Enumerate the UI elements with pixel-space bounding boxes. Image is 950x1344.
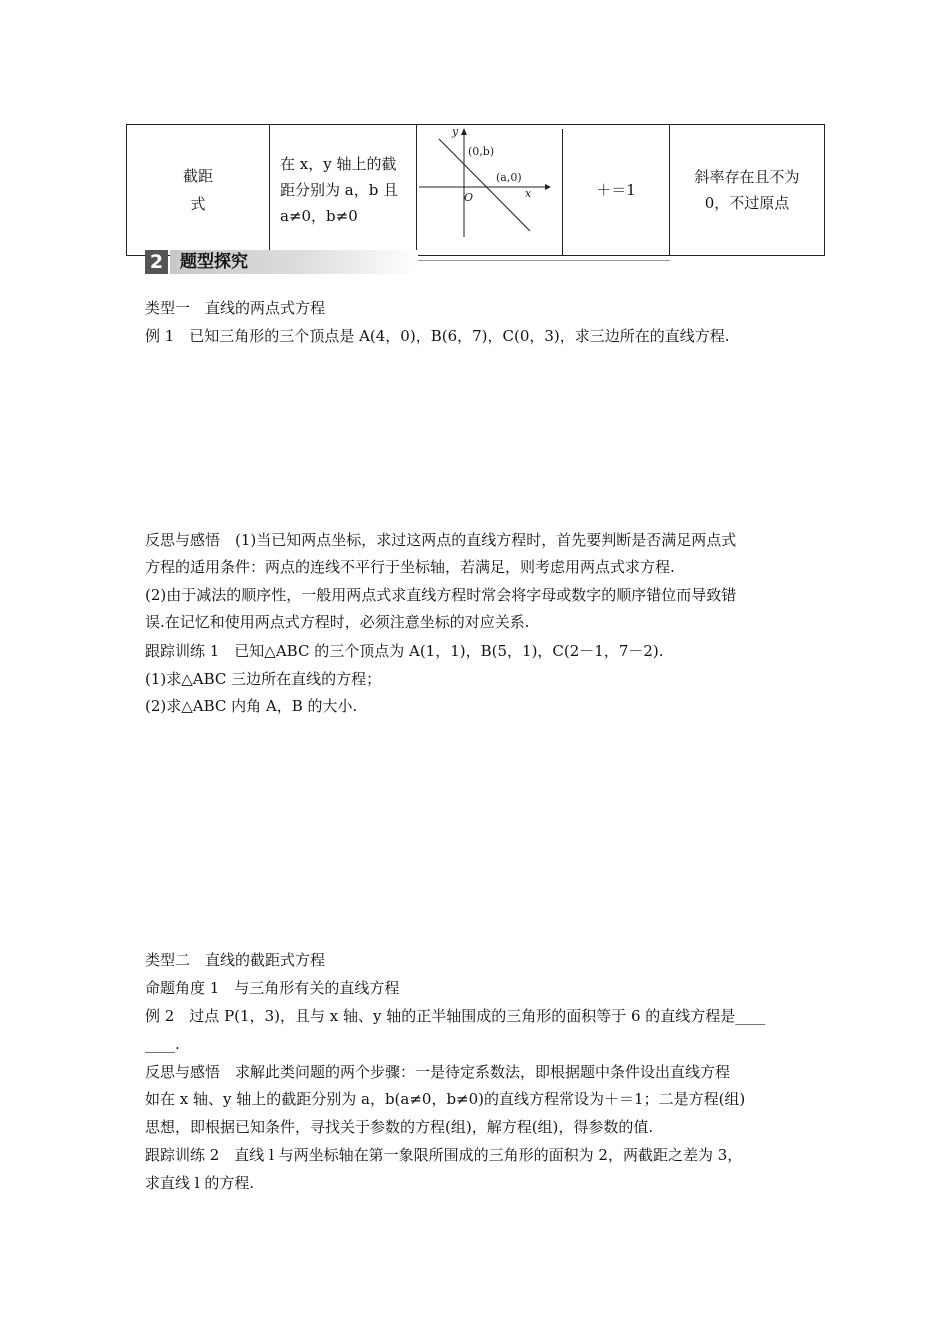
reflection-2-line-3: 思想，即根据已知条件，寻找关于参数的方程(组)，解方程(组)，得参数的值. (145, 1118, 654, 1136)
intercept-graph (417, 125, 563, 247)
reflection-2-line-2: 如在 x 轴、y 轴上的截距分别为 a，b(a≠0，b≠0)的直线方程常设为＋＝1；二是方程(组) (145, 1090, 746, 1108)
practice-1: 跟踪训练 1 已知△ABC 的三个顶点为 A(1，1)，B(5，1)，C(2－1，7－2). (145, 642, 664, 660)
practice-1-part-1: (1)求△ABC 三边所在直线的方程； (145, 670, 382, 688)
line-equation-table (126, 124, 825, 256)
type-2-heading: 类型二 直线的截距式方程 (145, 951, 326, 969)
reflection-1-line-4: 误.在记忆和使用两点式方程时，必须注意坐标的对应关系. (145, 613, 530, 631)
origin-label: O (464, 191, 474, 204)
equation-cell (563, 125, 670, 256)
x-intercept-label: (a,0) (496, 171, 522, 184)
condition-line-2: 距分别为 a，b 且 (280, 181, 399, 199)
table-row-intercept-form (127, 125, 825, 256)
condition-line-3: a≠0，b≠0 (280, 207, 358, 225)
section-title: 题型探究 (180, 252, 248, 272)
example-1: 例 1 已知三角形的三个顶点是 A(4，0)，B(6，7)，C(0，3)，求三边所在的直线方程. (145, 327, 730, 345)
practice-1-part-2: (2)求△ABC 内角 A，B 的大小. (145, 697, 358, 715)
reflection-1-line-3: (2)由于减法的顺序性，一般用两点式求直线方程时常会将字母或数字的顺序错位而导致错 (145, 586, 737, 604)
scope-line-1: 斜率存在且不为 (694, 168, 800, 186)
scope-cell (670, 125, 825, 256)
section-header (145, 250, 525, 276)
reflection-1-line-2: 方程的适用条件：两点的连线不平行于坐标轴，若满足，则考虑用两点式求方程. (145, 558, 675, 576)
example-2: 例 2 过点 P(1，3)，且与 x 轴、y 轴的正半轴围成的三角形的面积等于 6 的直线方程是____ (145, 1007, 766, 1025)
reflection-1-line-1: 反思与感悟 (1)当已知两点坐标，求过这两点的直线方程时，首先要判断是否满足两点式 (145, 531, 737, 549)
type-1-heading: 类型一 直线的两点式方程 (145, 299, 326, 317)
condition-cell (270, 125, 417, 256)
y-intercept-label: (0,b) (468, 145, 495, 158)
example-2-blank: ____. (145, 1035, 180, 1053)
practice-2-cont: 求直线 l 的方程. (145, 1174, 255, 1192)
section-number: 2 (145, 250, 168, 274)
graph-cell (417, 125, 563, 256)
practice-2: 跟踪训练 2 直线 l 与两坐标轴在第一象限所围成的三角形的面积为 2，两截距之差为 3， (145, 1146, 743, 1164)
y-axis-label: y (452, 125, 459, 138)
angle-1-heading: 命题角度 1 与三角形有关的直线方程 (145, 979, 400, 997)
scope-line-2: 0，不过原点 (704, 194, 790, 212)
form-name-cell (127, 125, 270, 256)
equation: ＋＝1 (596, 181, 636, 199)
condition-line-1: 在 x，y 轴上的截 (280, 155, 397, 173)
reflection-2-line-1: 反思与感悟 求解此类问题的两个步骤：一是待定系数法，即根据题中条件设出直线方程 (145, 1063, 731, 1081)
x-axis-label: x (525, 187, 532, 200)
form-name: 截距式 (182, 167, 213, 213)
